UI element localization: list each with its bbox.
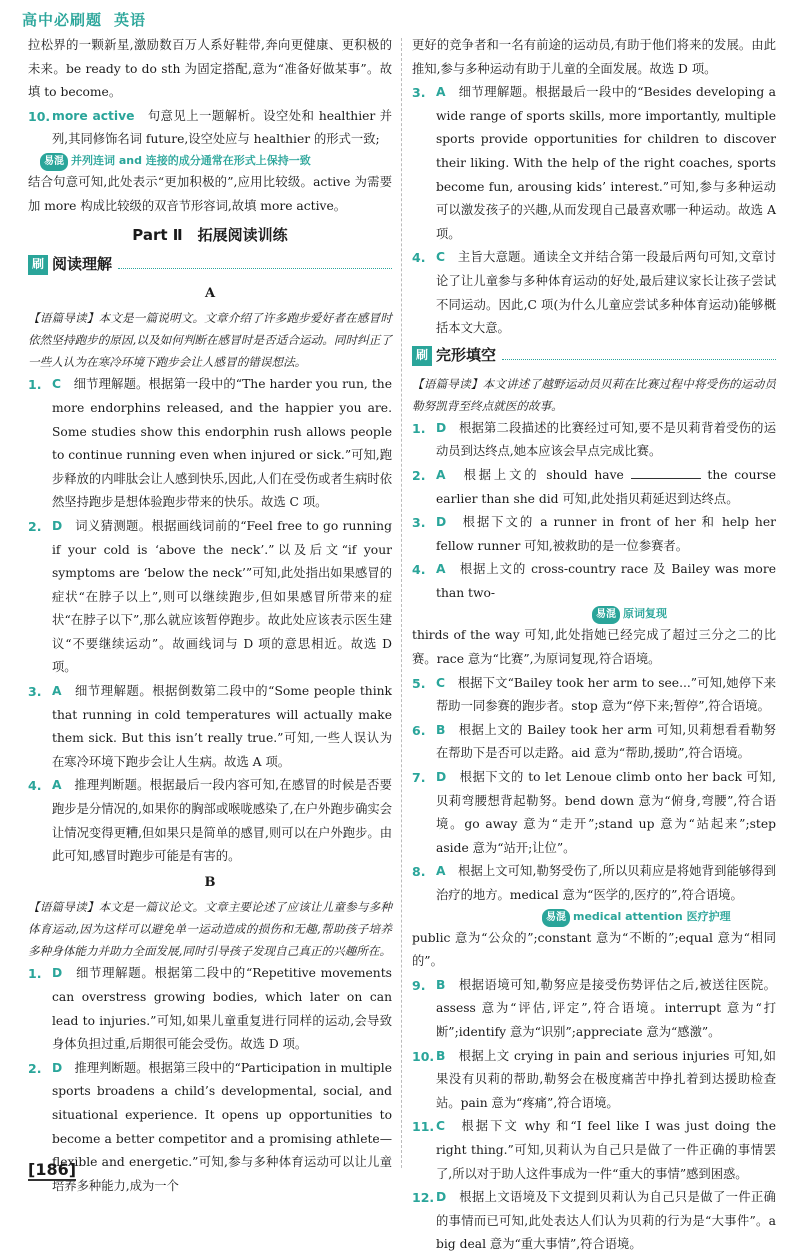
tip-note (412, 605, 776, 624)
tip-text: 原词复现 (623, 607, 667, 621)
answer-item (412, 511, 776, 558)
item-number: 2. (28, 518, 42, 534)
page-number: [186] (28, 1160, 77, 1179)
item-number: 4. (412, 250, 426, 266)
section-rule (118, 268, 392, 269)
explanation: 根据下文的 to let Lenoue climb onto her back 可知,贝莉弯腰想背起勒努。bend down 意为“俯身,弯腰”,符合语境。go away 意为“走开”;stand up 意为“站起来”;step aside 意为“站开;让位”。 (436, 770, 776, 855)
answer-key: D (436, 515, 447, 530)
answer-key: D (52, 1060, 63, 1075)
answer-item (412, 719, 776, 766)
explanation: 根据下文“Bailey took her arm to see...”可知,她停下来帮助一同参赛的跑步者。stop 意为“停下来;暂停”,符合语境。 (436, 675, 776, 714)
answer-key: C (52, 377, 62, 392)
explanation: 推理判断题。根据第三段中的“Participation in multiple sports broadens a child’s developmental, social, and situational experience. It opens up opportunities to become a better competitor and a promising athlete—flexible and energetic.”可知,参与多种体育运动可以让儿童培养多种能力,成为一个 (52, 1060, 392, 1193)
item-number: 8. (412, 864, 426, 880)
explanation: 根据下文的 a runner in front of her 和 help her fellow runner 可知,被救助的是一位参赛者。 (436, 515, 776, 553)
answer-item (28, 1057, 392, 1199)
section-label: 阅读理解 (52, 254, 113, 273)
explanation: 细节理解题。根据倒数第二段中的“Some people think that running in cold temperatures will actually make them sick. But this isn’t really true.”可知,一些人误认为在寒冷环境下跑步会让人生病。故选 A 项。 (52, 684, 392, 769)
answer-key: D (52, 966, 63, 981)
right-column (412, 34, 776, 1257)
answer-item (412, 974, 776, 1045)
answer-item (28, 373, 392, 515)
answer-key: A (52, 778, 62, 793)
item-number: 6. (412, 722, 426, 738)
left-column (28, 34, 392, 1198)
explanation-cont: 结合句意可知,此处表示“更加积极的”,应用比较级。active 为需要加 more 构成比较级的双音节形容词,故填 more active。 (28, 174, 392, 213)
answer-key: C (436, 1119, 446, 1134)
section-heading (28, 252, 392, 278)
passage-label: B (204, 874, 216, 890)
answer-key: more active (52, 108, 135, 123)
item-number: 12. (412, 1190, 435, 1206)
answer-key: B (436, 1048, 446, 1063)
answer-item (28, 105, 392, 152)
tip-text: medical attention 医疗护理 (573, 909, 731, 923)
explanation: 词义猜测题。根据画线词前的“Feel free to go running if your cold is ‘above the neck’.”以及后文“if your symptoms are ‘below the neck’”可知,此处指出如果感冒的症状“在脖子以上”,则可以继续跑步,但如果感冒所带来的症状“在脖子以下”,那么就应该暂停跑步。故此处应该表示医生建议“不要继续运动”。故画线词与 D 项的意思相近。故选 D 项。 (52, 518, 392, 675)
explanation: 根据上文的 Bailey took her arm 可知,贝莉想看看勒努在帮助下是否可以走路。aid 意为“帮助,援助”,符合语境。 (436, 722, 776, 761)
book-title: 高中必刷题 (22, 11, 103, 29)
answer-item (28, 680, 392, 774)
column-divider (401, 38, 402, 1168)
section-badge: 刷 (28, 255, 48, 275)
item-number: 4. (28, 778, 42, 794)
explanation: 根据下文 why 和“I feel like I was just doing the right thing.”可知,贝莉认为自己只是做了一件正确的事情罢了,所以对于助人这件事成为一件“重大的事情”感到困惑。 (436, 1119, 776, 1181)
page-header (0, 0, 800, 30)
explanation: 根据语境可知,勒努应是接受伤势评估之后,被送往医院。assess 意为“评估,评定”,符合语境。interrupt 意为“打断”;identify 意为“识别”;appreciate 意为“感激”。 (436, 977, 776, 1039)
explanation-cont: public 意为“公众的”;constant 意为“不断的”;equal 意为“相同的”。 (412, 930, 776, 969)
item-number: 3. (28, 684, 42, 700)
answer-key: C (436, 250, 446, 265)
section-label: 完形填空 (436, 345, 497, 364)
answer-item (412, 464, 776, 511)
answer-key: B (436, 722, 446, 737)
explanation: 细节理解题。根据第一段中的“The harder you run, the more endorphins released, and the happier you are. Some studies show this endorphin rush allows people to continue running even when injured or sick.”可知,跑步释放的内啡肽会让人感到快乐,因此,人们在受伤或者生病时依然坚持跑步是想体验跑步带来的快乐。故选 C 项。 (52, 377, 392, 510)
answer-item (412, 246, 776, 340)
tip-note (412, 908, 776, 927)
item-number: 4. (412, 562, 426, 578)
tip-note (28, 152, 392, 171)
answer-key: A (436, 864, 446, 879)
section-badge: 刷 (412, 346, 432, 366)
explanation: 根据上文的 cross-country race 及 Bailey was more than two- (436, 562, 776, 600)
passage-guide: 【语篇导读】本文讲述了越野运动员贝莉在比赛过程中将受伤的运动员勒努凯背至终点就医的故事。 (412, 376, 776, 413)
explanation-cont: 更好的竞争者和一名有前途的运动员,有助于他们将来的发展。由此推知,参与多种运动有助于儿童的全面发展。故选 D 项。 (412, 38, 776, 76)
answer-key: D (436, 420, 447, 435)
answer-item (412, 417, 776, 464)
explanation-cont: thirds of the way 可知,此处指她已经完成了超过三分之二的比赛。race 意为“比赛”,为原词复现,符合语境。 (412, 628, 776, 667)
answer-key: A (436, 85, 446, 100)
answer-item (28, 774, 392, 868)
answer-item (412, 1115, 776, 1186)
part-title: Part Ⅱ 拓展阅读训练 (132, 226, 288, 245)
item-number: 3. (412, 85, 426, 101)
answer-key: C (436, 675, 446, 690)
subject-title: 英语 (114, 11, 147, 29)
answer-item (412, 860, 776, 907)
header-title (22, 9, 158, 30)
answer-key: B (436, 977, 446, 992)
explanation: 根据第二段描述的比赛经过可知,要不是贝莉背着受伤的运动员到达终点,她本应该会早点完成比赛。 (436, 420, 776, 459)
passage-guide: 【语篇导读】本文是一篇议论文。文章主要论述了应该让儿童参与多种体育运动,因为这样可以避免单一运动造成的损伤和无趣,帮助孩子培养多种身体能力并助力全面发展,同时引导孩子发现自己真正的兴趣所在。 (28, 900, 392, 959)
answer-key: D (436, 770, 447, 785)
explanation: 主旨大意题。通读全文并结合第一段最后两句可知,文章讨论了让儿童参与多种体育运动的好处,最后建议家长让孩子尝试不同运动。因此,C 项(为什么儿童应尝试多种体育运动)能够概括本文大意。 (436, 250, 776, 336)
explanation: 根据上文语境及下文提到贝莉认为自己只是做了一件正确的事情而已可知,此处表达人们认为贝莉的行为是“大事件”。a big deal 意为“重大事情”,符合语境。 (436, 1190, 776, 1252)
answer-key: A (436, 467, 446, 482)
answer-item (28, 515, 392, 680)
explanation: 细节理解题。根据第二段中的“Repetitive movements can overstress growing bodies, which later on can lead to injuries.”可知,如果儿童重复进行同样的运动,会导致身体负担过重,后期很可能会受伤。故选 D 项。 (52, 966, 392, 1052)
explanation: 句意见上一题解析。设空处和 healthier 并列,其同修饰名词 future,设空处应与 healthier 的形式一致; (52, 108, 393, 147)
explanation: 细节理解题。根据最后一段中的“Besides developing a wide range of sports skills, more importantly, multiple sports provide opportunities for children to discover their liking. With the help of the right coaches, sports become fun, arousing kids’ interest.”可知,参与多种运动可以激发孩子的兴趣,从而发现自己最喜欢哪一种运动。故选 A 项。 (436, 85, 776, 241)
item-number: 1. (28, 377, 42, 393)
answer-item (412, 672, 776, 719)
section-rule (502, 359, 776, 360)
explanation: the course earlier than she did 可知,此处指贝莉延迟到达终点。 (436, 467, 776, 506)
answer-item (412, 1186, 776, 1257)
passage-label: A (204, 285, 216, 301)
item-number: 5. (412, 675, 426, 691)
blank-line (631, 478, 701, 479)
intro-paragraph: 拉松界的一颗新星,激励数百万人系好鞋带,奔向更健康、更积极的未来。be ready to do sth 为固定搭配,意为“准备好做某事”。故填 to become。 (28, 38, 392, 100)
answer-key: A (436, 562, 446, 577)
item-number: 10. (28, 108, 51, 124)
answer-key: D (436, 1190, 447, 1205)
explanation: 根据上文可知,勒努受伤了,所以贝莉应是将她背到能够得到治疗的地方。medical 意为“医学的,医疗的”,符合语境。 (436, 864, 776, 902)
answer-item (412, 1045, 776, 1116)
item-number: 3. (412, 515, 426, 531)
answer-item (412, 766, 776, 860)
explanation: 根据上文的 should have (463, 467, 624, 482)
passage-guide: 【语篇导读】本文是一篇说明文。文章介绍了许多跑步爱好者在感冒时依然坚持跑步的原因,以及如何判断在感冒时是否适合运动。同时纠正了一些人认为在寒冷环境下跑步会让人感冒的错误想法。 (28, 311, 392, 370)
answer-item (412, 81, 776, 246)
item-number: 11. (412, 1119, 435, 1135)
tip-text: 并列连词 and 连接的成分通常在形式上保持一致 (71, 153, 311, 167)
tip-tag: 易混 (40, 153, 68, 171)
item-number: 9. (412, 977, 426, 993)
explanation: 推理判断题。根据最后一段内容可知,在感冒的时候是否要跑步是分情况的,如果你的胸部或喉咙感染了,在户外跑步确实会让情况变得更糟,但如果只是简单的感冒,则可以在户外跑步。由此可知,感冒时跑步可能是有害的。 (52, 778, 392, 864)
item-number: 1. (412, 420, 426, 436)
answer-item (412, 558, 776, 605)
answer-key: A (52, 684, 62, 699)
item-number: 1. (28, 966, 42, 982)
item-number: 2. (412, 467, 426, 483)
section-heading (412, 343, 776, 369)
answer-key: D (52, 518, 63, 533)
tip-tag: 易混 (542, 909, 570, 927)
tip-tag: 易混 (592, 606, 620, 624)
item-number: 2. (28, 1060, 42, 1076)
explanation: 根据上文 crying in pain and serious injuries 可知,如果没有贝莉的帮助,勒努会在极度痛苦中挣扎着到达援助检查站。pain 意为“疼痛”,符合语境。 (436, 1048, 776, 1110)
answer-item (28, 962, 392, 1056)
item-number: 7. (412, 770, 426, 786)
item-number: 10. (412, 1048, 435, 1064)
